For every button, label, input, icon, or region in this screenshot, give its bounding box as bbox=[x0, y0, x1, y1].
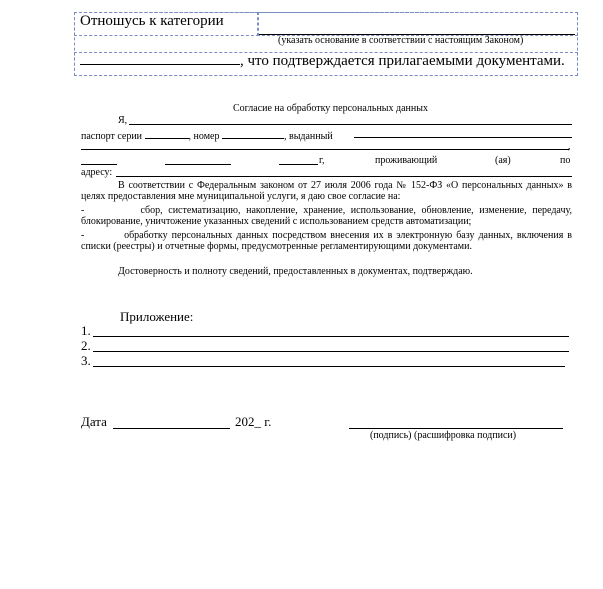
passport-row bbox=[81, 128, 333, 142]
attachment-3-line bbox=[93, 366, 565, 367]
consent-item1: - сбор, систематизацию, накопление, хранение, использование, обновление, изменение, передачу, блокирование, уничтожение указанных сведений с использованием средств автоматизации; bbox=[81, 205, 572, 227]
date-label: Дата bbox=[81, 414, 107, 429]
attachment-1-label: 1. bbox=[81, 323, 91, 338]
consent-item2: - обработку персональных данных посредством внесения их в электронную базу данных, включения в списки (реестры) и отчетные формы, предусмотренные регламентирующими документами. bbox=[81, 230, 572, 252]
attachment-2-line bbox=[93, 351, 569, 352]
signature-line bbox=[349, 428, 563, 429]
signature-hint: (подпись) (расшифровка подписи) bbox=[370, 430, 517, 441]
year-text: 202_ г. bbox=[235, 414, 272, 429]
confirm-text: , что подтверждается прилагаемыми документами. bbox=[240, 53, 565, 69]
date-blank-3 bbox=[279, 164, 318, 165]
passport-series-label: паспорт серии bbox=[81, 131, 143, 142]
year-suffix: г, bbox=[319, 155, 325, 166]
consent-para2: Достоверность и полноту сведений, предоставленных в документах, подтверждаю. bbox=[118, 266, 473, 277]
number-label: , номер bbox=[188, 131, 220, 142]
category-label: Отношусь к категории bbox=[80, 13, 224, 29]
attachment-2-label: 2. bbox=[81, 338, 91, 353]
consent-para1: В соответствии с Федеральным законом от 27 июля 2006 года № 152-ФЗ «О персональных данных» в целях предоставления мне муниципальной услуги, я даю свое согласие на: bbox=[81, 180, 572, 202]
attachment-1-line bbox=[93, 336, 569, 337]
consent-title: Согласие на обработку персональных данных bbox=[233, 103, 428, 114]
passport-series-blank bbox=[145, 128, 189, 139]
i-line bbox=[129, 124, 572, 125]
residing-label: проживающий bbox=[375, 155, 438, 166]
basis-cell bbox=[257, 12, 578, 36]
address-label: адресу: bbox=[81, 167, 113, 178]
issued-label: , выданный bbox=[283, 131, 333, 142]
at-label: по bbox=[560, 155, 571, 166]
date-blank-2 bbox=[165, 164, 231, 165]
address-line bbox=[116, 176, 572, 177]
confirm-blank bbox=[80, 54, 240, 65]
i-label: Я, bbox=[118, 115, 128, 126]
issued-line bbox=[354, 137, 572, 138]
date-blank-1 bbox=[81, 164, 117, 165]
attachment-3-label: 3. bbox=[81, 353, 91, 368]
residing-suffix: (ая) bbox=[495, 155, 511, 166]
blank-line-1 bbox=[81, 149, 569, 150]
confirm-line bbox=[80, 53, 565, 70]
date-line bbox=[113, 428, 230, 429]
attachments-title: Приложение: bbox=[120, 309, 194, 324]
basis-hint: (указать основание в соответствии с настоящим Законом) bbox=[278, 35, 524, 46]
comma-end: , bbox=[568, 141, 571, 152]
number-blank bbox=[222, 128, 284, 139]
